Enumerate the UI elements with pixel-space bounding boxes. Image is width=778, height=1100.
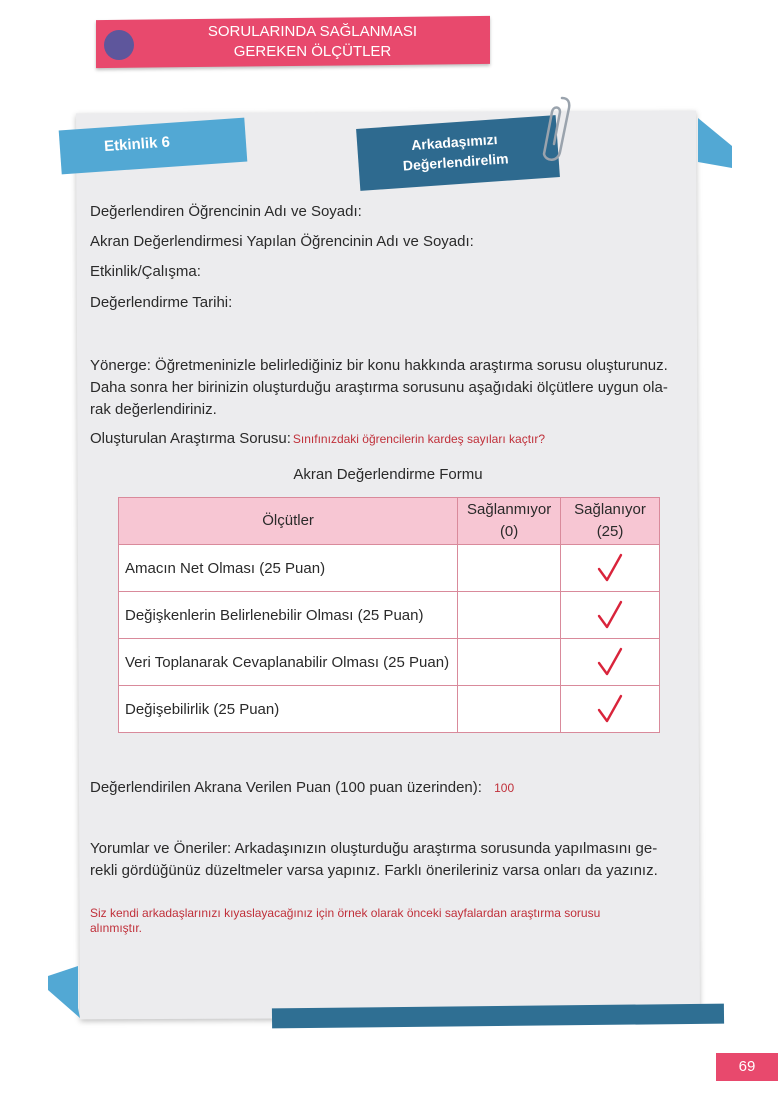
met-cell[interactable] xyxy=(561,639,660,686)
score-label: Değerlendirilen Akrana Verilen Puan (100 puan üzerinden): xyxy=(90,779,482,796)
table-header-row xyxy=(119,498,660,545)
met-cell[interactable] xyxy=(561,545,660,592)
header-title-line1: SORULARINDA SAĞLANMASI xyxy=(207,23,418,40)
not-met-cell[interactable] xyxy=(458,686,561,733)
bottom-strip xyxy=(272,1004,724,1029)
met-label: Sağlanıyor xyxy=(574,501,646,518)
criterion-cell: Amacın Net Olması (25 Puan) xyxy=(119,545,458,592)
not-met-cell[interactable] xyxy=(458,545,561,592)
score-value: 100 xyxy=(494,781,515,795)
check-mark-icon xyxy=(596,553,624,583)
corner-ribbon-icon xyxy=(698,118,732,168)
note-line1: Siz kendi arkadaşlarınızı kıyaslayacağınız için örnek olarak önceki sayfalardan araştırma sorusu xyxy=(90,906,601,920)
note-line2: alınmıştır. xyxy=(90,921,143,935)
met-cell[interactable] xyxy=(561,592,660,639)
met-points: (25) xyxy=(596,523,624,540)
page-number: 69 xyxy=(716,1053,778,1081)
corner-ribbon-icon xyxy=(48,966,80,1018)
header-title xyxy=(140,22,485,62)
activity-subtitle-line2: Değerlendirelim xyxy=(402,150,510,174)
table-row xyxy=(119,545,660,592)
instruction-line2: Daha sonra her birinizin oluşturduğu araştırma sorusunu aşağıdaki ölçütlere uygun ola- xyxy=(90,379,668,396)
note xyxy=(90,906,690,936)
check-mark-icon xyxy=(596,647,624,677)
comments xyxy=(90,838,690,882)
not-met-header xyxy=(458,498,561,545)
not-met-points: (0) xyxy=(499,523,519,540)
table-row xyxy=(119,639,660,686)
met-header xyxy=(561,498,660,545)
not-met-cell[interactable] xyxy=(458,639,561,686)
evaluated-field: Akran Değerlendirmesi Yapılan Öğrencinin Adı ve Soyadı: xyxy=(90,233,474,250)
comments-line1: Yorumlar ve Öneriler: Arkadaşınızın oluşturduğu araştırma sorusunda yapılmasını ge- xyxy=(90,840,658,857)
activity-subtitle-line1: Arkadaşımızı xyxy=(410,131,498,154)
table-row xyxy=(119,686,660,733)
comments-line2: rekli gördüğünüz düzeltmeler varsa yapınız. Farklı önerileriniz varsa onları da yazınız. xyxy=(90,862,658,879)
research-question-answer: Sınıfınızdaki öğrencilerin kardeş sayıları kaçtır? xyxy=(292,432,546,446)
criterion-cell: Değişebilirlik (25 Puan) xyxy=(119,686,458,733)
form-title: Akran Değerlendirme Formu xyxy=(293,466,483,483)
research-question xyxy=(90,430,545,447)
header-title-line2: GEREKEN ÖLÇÜTLER xyxy=(233,43,392,60)
instruction-line3: rak değerlendiriniz. xyxy=(90,401,217,418)
not-met-label: Sağlanmıyor xyxy=(467,501,552,518)
criterion-cell: Veri Toplanarak Cevaplanabilir Olması (25 Puan) xyxy=(119,639,458,686)
met-cell[interactable] xyxy=(561,686,660,733)
activity-label: Etkinlik 6 xyxy=(103,133,171,156)
research-question-label: Oluşturulan Araştırma Sorusu: xyxy=(90,430,291,447)
date-field: Değerlendirme Tarihi: xyxy=(90,294,233,311)
instruction xyxy=(90,355,690,421)
check-mark-icon xyxy=(596,694,624,724)
evaluator-field: Değerlendiren Öğrencinin Adı ve Soyadı: xyxy=(90,203,362,220)
instruction-line1: Yönerge: Öğretmeninizle belirlediğiniz bir konu hakkında araştırma sorusu oluşturunuz. xyxy=(90,357,668,374)
table-row xyxy=(119,592,660,639)
evaluation-table xyxy=(118,497,660,733)
score-line xyxy=(90,779,514,796)
not-met-cell[interactable] xyxy=(458,592,561,639)
paperclip-icon xyxy=(536,92,576,166)
header-badge-icon xyxy=(104,30,134,60)
criteria-header: Ölçütler xyxy=(119,498,458,545)
criterion-cell: Değişkenlerin Belirlenebilir Olması (25 Puan) xyxy=(119,592,458,639)
activity-field: Etkinlik/Çalışma: xyxy=(90,263,201,280)
check-mark-icon xyxy=(596,600,624,630)
